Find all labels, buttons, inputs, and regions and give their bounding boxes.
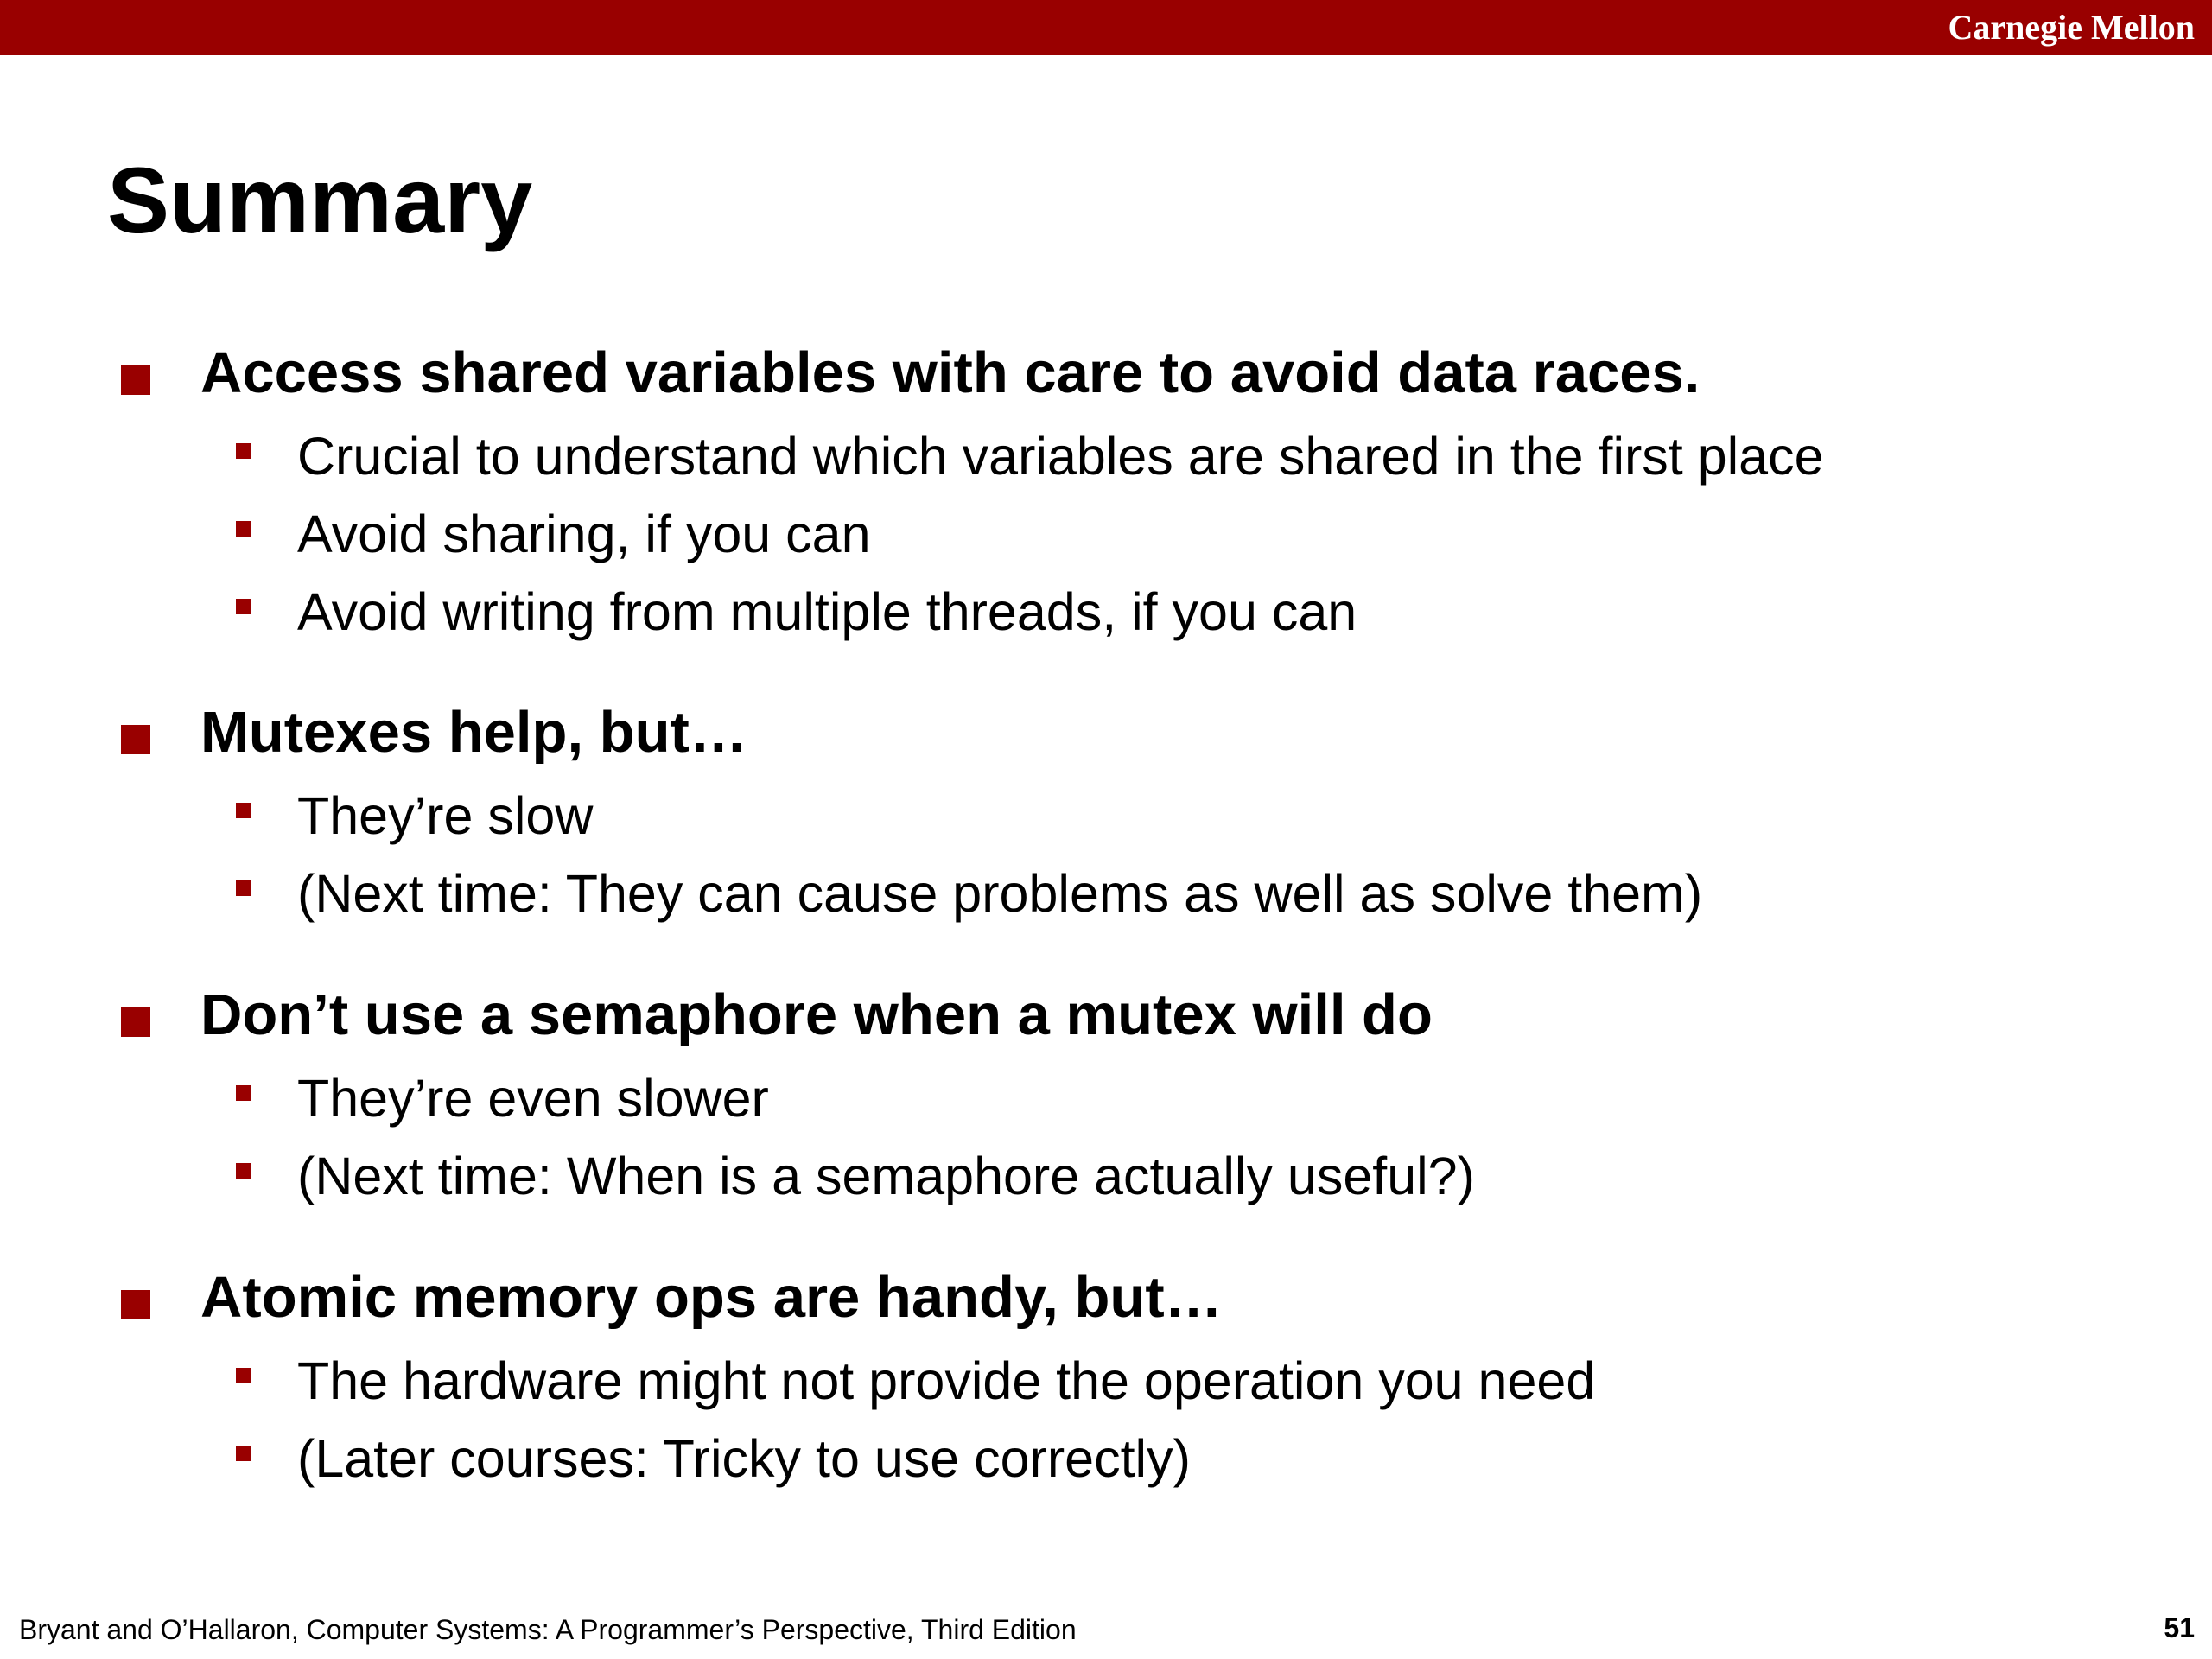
sub-bullet-icon [236,599,251,614]
bullet-icon [121,1290,150,1319]
slide-title: Summary [107,148,533,252]
bullet-icon [121,725,150,754]
sub-bullet-icon [236,1446,251,1461]
footer-citation: Bryant and O’Hallaron, Computer Systems: A Programmer’s Perspective, Third Edition [19,1614,1077,1645]
brand-name: Carnegie Mellon [1948,8,2195,47]
sub-bullet-icon [236,803,251,818]
list-item: (Next time: They can cause problems as well as solve them) [297,864,1703,923]
section-heading: Mutexes help, but… [200,700,747,765]
list-item: They’re even slower [297,1069,769,1128]
sub-bullet-icon [236,1085,251,1101]
list-item: Avoid writing from multiple threads, if you can [297,582,1357,641]
header-bar [0,0,2212,55]
section-heading: Don’t use a semaphore when a mutex will do [200,982,1433,1047]
sub-bullet-icon [236,443,251,459]
sub-bullet-icon [236,521,251,537]
section-heading: Atomic memory ops are handy, but… [200,1265,1223,1330]
sub-bullet-icon [236,880,251,896]
list-item: (Next time: When is a semaphore actually useful?) [297,1147,1475,1205]
list-item: Avoid sharing, if you can [297,505,871,563]
list-item: (Later courses: Tricky to use correctly) [297,1429,1191,1488]
list-item: The hardware might not provide the operation you need [297,1351,1596,1410]
section-heading: Access shared variables with care to avoid data races. [200,340,1700,405]
sub-bullet-icon [236,1163,251,1179]
list-item: Crucial to understand which variables are shared in the first place [297,427,1824,486]
bullet-icon [121,1007,150,1037]
list-item: They’re slow [297,786,594,845]
page-number: 51 [2164,1612,2195,1643]
bullet-icon [121,365,150,395]
sub-bullet-icon [236,1368,251,1383]
